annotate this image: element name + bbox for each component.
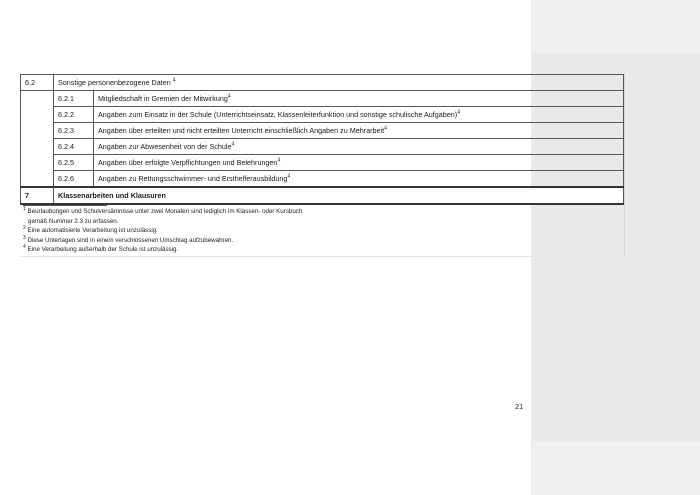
table-row [21,107,624,123]
table-row [21,171,624,188]
row-number: 6.2.5 [54,155,94,171]
row-label: Angaben zu Rettungsschwimmer- und Ersthelferausbildung$^4$ [94,171,624,188]
table-row-heading [21,187,624,204]
footnote-separator [23,205,107,206]
section-label: Sonstige personenbezogene Daten $^4$ [54,75,624,91]
row-number: 6.2.4 [54,139,94,155]
row-label: Mitgliedschaft in Gremien der Mitwirkung$^4$ [94,91,624,107]
row-number: 6.2.3 [54,123,94,139]
row-label: Angaben über erfolgte Verpflichtungen und Belehrungen$^4$ [94,155,624,171]
table-row [21,139,624,155]
heading-label: Klassenarbeiten und Klausuren [54,187,624,204]
row-label: Angaben zur Abwesenheit von der Schule$^4$ [94,139,624,155]
row-label: Angaben zum Einsatz in der Schule (Unterrichtseinsatz, Klassenleiterfunktion und sonstige schulische Aufgaben)$^4$ [94,107,624,123]
section-number: 6.2 [21,75,54,91]
row-number: 6.2.2 [54,107,94,123]
footnote: $^2$ Eine automatisierte Verarbeitung ist unzulässig. [23,225,158,235]
footnote: $^3$ Diese Unterlagen sind in einem verschlossenen Umschlag aufzubewahren. [23,234,234,244]
data-table [20,74,624,205]
table-row [21,155,624,171]
row-number: 6.2.1 [54,91,94,107]
footnotes [23,207,363,255]
page-number: 21 [515,402,524,411]
table-row-section [21,75,624,91]
footnote-continuation: gemäß Nummer 2.3 zu erfassen. [28,217,119,225]
table-row [21,123,624,139]
table-row [21,91,624,107]
footnote: $^4$ Eine Verarbeitung außerhalb der Schule ist unzulässig. [23,244,179,254]
footnote: $^1$ Beurlaubungen und Schulversämnisse unter zwei Monaten sind lediglich im Klassen- oder Kursbuch [23,205,303,215]
heading-number: 7 [21,187,54,204]
row-number: 6.2.6 [54,171,94,188]
row-label: Angaben über erteilten und nicht erteilten Unterricht einschließlich Angaben zu Mehrarbeit$^4$ [94,123,624,139]
